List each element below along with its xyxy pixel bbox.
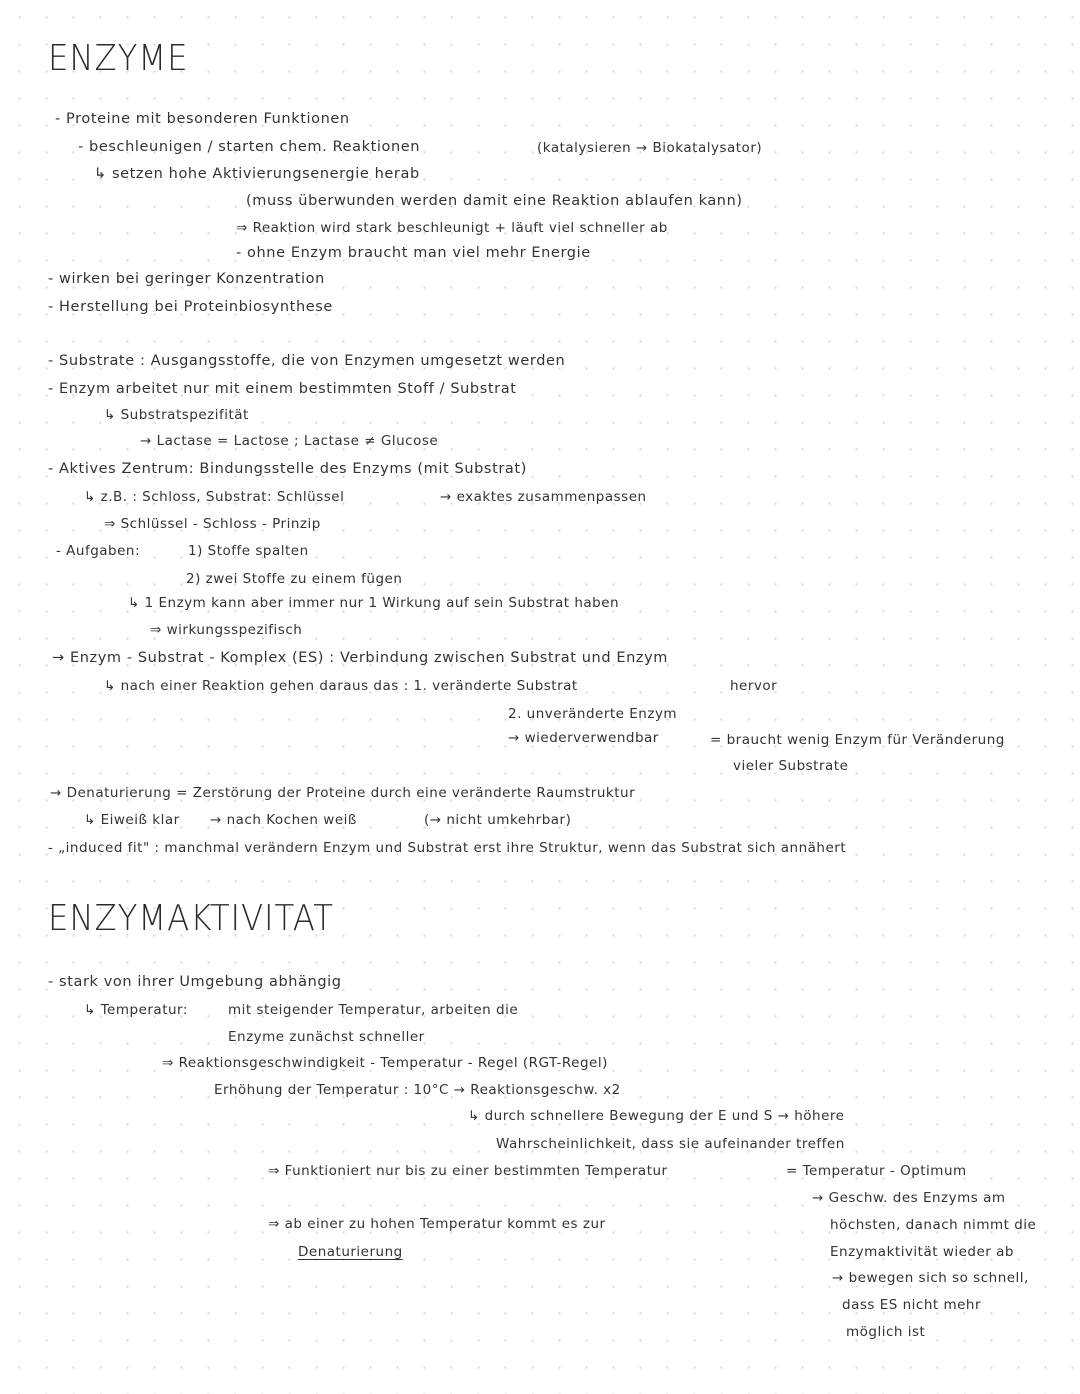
note-line: dass ES nicht mehr: [842, 1297, 982, 1313]
note-line: ⇒ Funktioniert nur bis zu einer bestimmten Temperatur: [268, 1163, 668, 1179]
note-line: Enzymaktivität wieder ab: [830, 1244, 1014, 1260]
note-line: hervor: [730, 678, 778, 694]
note-line: → Denaturierung = Zerstörung der Proteine durch eine veränderte Raumstruktur: [50, 785, 636, 801]
note-line: 1) Stoffe spalten: [188, 543, 309, 559]
note-line: - stark von ihrer Umgebung abhängig: [48, 974, 342, 990]
note-line: - „induced fit" : manchmal verändern Enzym und Substrat erst ihre Struktur, wenn das Substrat sich annähert: [48, 840, 847, 856]
note-line: → Geschw. des Enzyms am: [812, 1190, 1006, 1206]
note-line: ↳ Eiweiß klar: [84, 812, 180, 828]
note-line: 2) zwei Stoffe zu einem fügen: [186, 571, 403, 587]
note-line: → wiederverwendbar: [508, 730, 659, 746]
note-line: → exaktes zusammenpassen: [440, 489, 647, 505]
note-line: - ohne Enzym braucht man viel mehr Energie: [236, 245, 591, 261]
note-line: - Proteine mit besonderen Funktionen: [55, 111, 350, 127]
note-line: ↳ 1 Enzym kann aber immer nur 1 Wirkung auf sein Substrat haben: [128, 595, 620, 611]
note-line: → Enzym - Substrat - Komplex (ES) : Verbindung zwischen Substrat und Enzym: [52, 650, 669, 666]
note-line: - Herstellung bei Proteinbiosynthese: [48, 299, 333, 315]
heading-enzyme: ENZYME: [48, 38, 189, 79]
note-line: → nach Kochen weiß: [210, 812, 357, 828]
note-line: ↳ durch schnellere Bewegung der E und S → höhere: [468, 1108, 845, 1124]
note-line: ↳ nach einer Reaktion gehen daraus das : 1. veränderte Substrat: [104, 678, 578, 694]
note-line: vieler Substrate: [733, 758, 849, 774]
note-line: ↳ z.B. : Schloss, Substrat: Schlüssel: [84, 489, 345, 505]
note-line: - Enzym arbeitet nur mit einem bestimmten Stoff / Substrat: [48, 381, 517, 397]
note-line: mit steigender Temperatur, arbeiten die: [228, 1002, 519, 1018]
note-line: → Lactase = Lactose ; Lactase ≠ Glucose: [140, 433, 439, 449]
note-line: (→ nicht umkehrbar): [424, 812, 572, 828]
note-line: Denaturierung: [298, 1244, 403, 1260]
note-line: ⇒ ab einer zu hohen Temperatur kommt es zur: [268, 1216, 606, 1232]
note-line: (katalysieren → Biokatalysator): [537, 140, 763, 156]
note-line: → bewegen sich so schnell,: [832, 1270, 1029, 1286]
note-line: = braucht wenig Enzym für Veränderung: [710, 732, 1005, 748]
note-line: ⇒ wirkungsspezifisch: [150, 622, 303, 638]
note-line: - wirken bei geringer Konzentration: [48, 271, 325, 287]
note-line: - Substrate : Ausgangsstoffe, die von Enzymen umgesetzt werden: [48, 353, 566, 369]
note-line: Wahrscheinlichkeit, dass sie aufeinander treffen: [496, 1136, 845, 1152]
note-line: ↳ setzen hohe Aktivierungsenergie herab: [94, 166, 420, 182]
note-line: ↳ Substratspezifität: [104, 407, 249, 423]
note-line: Enzyme zunächst schneller: [228, 1029, 425, 1045]
note-line: - Aktives Zentrum: Bindungsstelle des Enzyms (mit Substrat): [48, 461, 527, 477]
note-line: ⇒ Reaktionsgeschwindigkeit - Temperatur - Regel (RGT-Regel): [162, 1055, 608, 1071]
note-line: höchsten, danach nimmt die: [830, 1217, 1037, 1233]
heading-enzymaktivitaet: ENZYMAKTIVITAT: [48, 898, 334, 939]
note-line: - beschleunigen / starten chem. Reaktionen: [78, 139, 421, 155]
note-line: ↳ Temperatur:: [84, 1002, 188, 1018]
note-line: ⇒ Reaktion wird stark beschleunigt + läuft viel schneller ab: [236, 220, 668, 236]
note-line: (muss überwunden werden damit eine Reaktion ablaufen kann): [246, 193, 743, 209]
note-line: Erhöhung der Temperatur : 10°C → Reaktionsgeschw. x2: [214, 1082, 621, 1098]
note-line: 2. unveränderte Enzym: [508, 706, 678, 722]
note-line: möglich ist: [846, 1324, 926, 1340]
note-line: - Aufgaben:: [56, 543, 141, 559]
note-line: ⇒ Schlüssel - Schloss - Prinzip: [104, 516, 321, 532]
note-line: = Temperatur - Optimum: [786, 1163, 967, 1179]
